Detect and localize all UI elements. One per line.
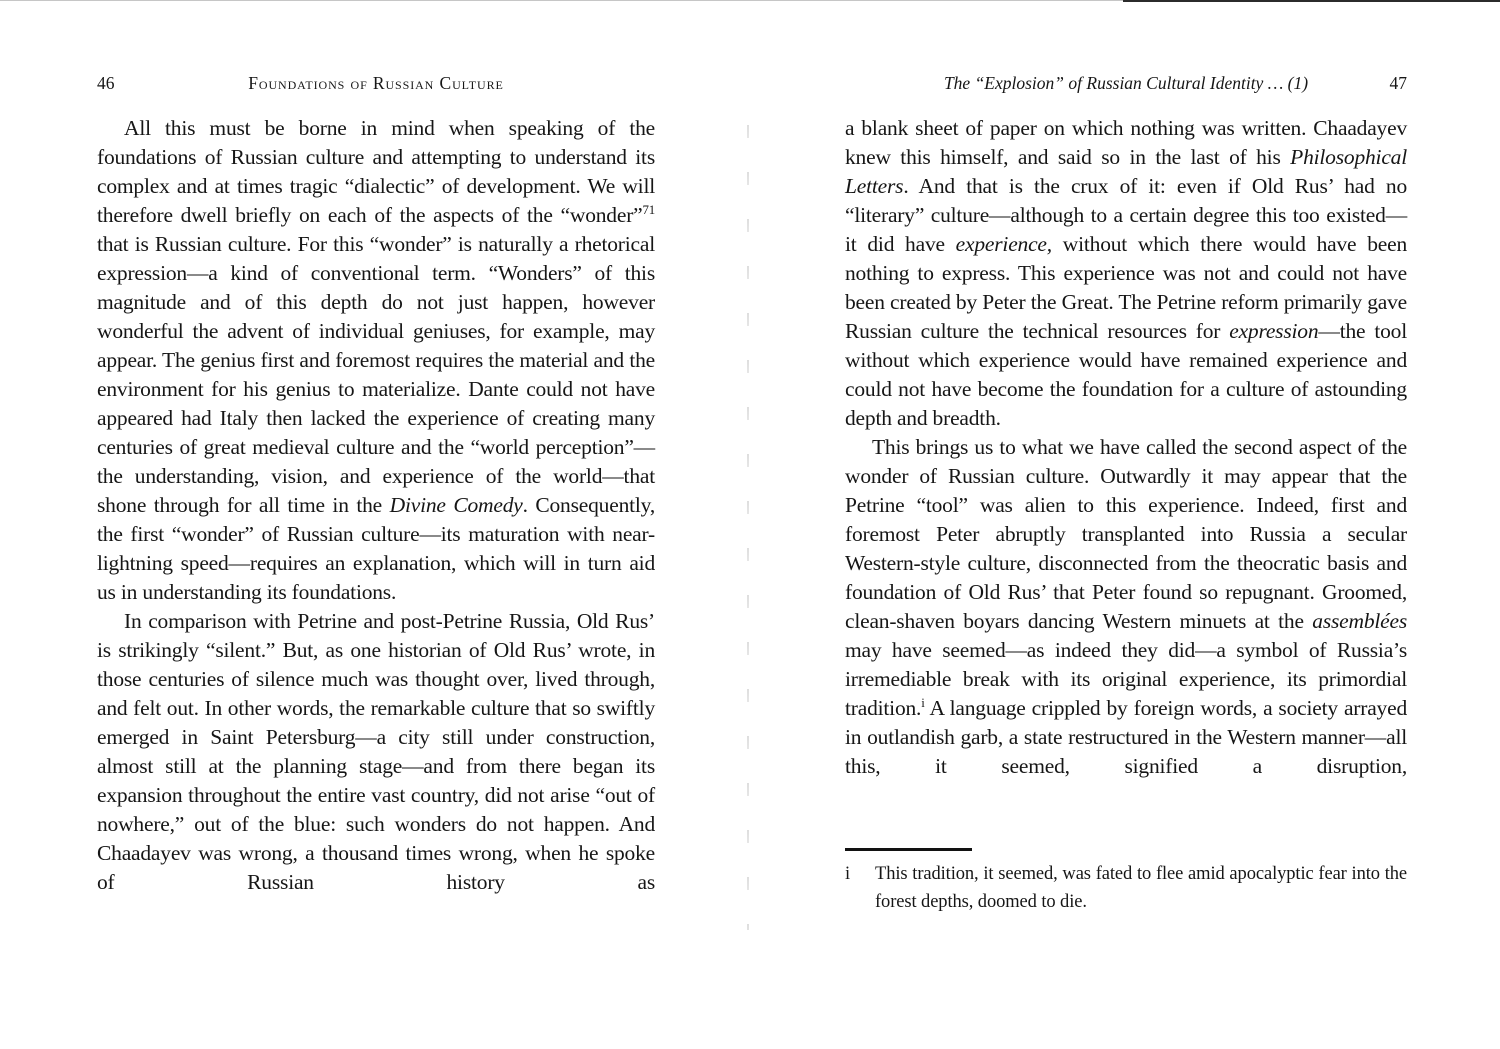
right-page-header [845,70,1407,97]
footnote-block [845,848,1407,916]
right-page-number: 47 [1389,73,1407,93]
left-page [97,70,655,897]
left-page-header [97,70,655,97]
paragraph: a blank sheet of paper on which nothing was written. Chaadayev knew this himself, and said so in the last of his Philosophical Letters. And that is the crux of it: even if Old Rus’ had no “literary” culture—although to a certain degree this too existed—it did have experience, without which there would have been nothing to express. This experience was not and could not have been created by Peter the Great. The Petrine reform primarily gave Russian culture the technical resources for expression—the tool without which experience would have remained experience and could not have become the foundation for a culture of astounding depth and breadth. [845,116,1407,430]
scan-edge-line-light [0,0,1124,1]
left-page-number: 46 [97,73,115,93]
left-running-head: Foundations of Russian Culture [248,73,504,93]
left-page-body [97,114,655,897]
paragraph: All this must be borne in mind when speaking of the foundations of Russian culture and attempting to understand its complex and at times tragic “dialectic” of development. We will therefore dwell briefly on each of the aspects of the “wonder”$^{71}$ that is Russian culture. For this “wonder” is naturally a rhetorical expression—a kind of conventional term. “Wonders” of this magnitude and of this depth do not just happen, however wonderful the advent of individual geniuses, for example, may appear. The genius first and foremost requires the material and the environment for his genius to materialize. Dante could not have appeared had Italy then lacked the experience of creating many centuries of great medieval culture and the “world perception”—the understanding, vision, and experience of the world—that shone through for all time in the Divine Comedy. Consequently, the first “wonder” of Russian culture—its maturation with near-lightning speed—requires an explanation, which will in turn aid us in understanding its foundations. [97,116,655,604]
footnote [845,860,1407,916]
paragraph: This brings us to what we have called the second aspect of the wonder of Russian culture. Outwardly it may appear that the Petrine “tool” was alien to this experience. Indeed, first and foremost Peter abruptly transplanted into Russia a secular Western-style culture, disconnected from the theocratic basis and foundation of Old Rus’ that Peter found so repugnant. Groomed, clean-shaven boyars dancing Western minuets at the assemblées may have seemed—as indeed they did—a symbol of Russia’s irremediable break with its original experience, its primordial tradition.$^i$ A language crippled by foreign words, a society arrayed in outlandish garb, a state restructured in the Western manner—all this, it seemed, signified a disruption, [845,435,1407,778]
right-page [845,70,1407,912]
scan-edge-line-dark [1123,0,1500,2]
paragraph: In comparison with Petrine and post-Petrine Russia, Old Rus’ is strikingly “silent.” But, as one historian of Old Rus’ wrote, in those centuries of silence much was thought over, lived through, and felt out. In other words, the remarkable culture that so swiftly emerged in Saint Petersburg—a city still under construction, almost still at the planning stage—and from there began its expansion throughout the entire vast country, did not arise “out of nowhere,” out of the blue: such wonders do not happen. And Chaadayev was wrong, a thousand times wrong, when he spoke of Russian history as [97,609,655,894]
footnote-rule [845,848,972,851]
footnote-text: This tradition, it seemed, was fated to flee amid apocalyptic fear into the forest depths, doomed to die. [875,863,1407,912]
binding-gutter-marks [747,125,749,930]
right-page-body [845,114,1407,781]
footnote-marker: i [845,863,851,884]
right-running-head: The “Explosion” of Russian Cultural Identity … (1) [943,73,1309,93]
